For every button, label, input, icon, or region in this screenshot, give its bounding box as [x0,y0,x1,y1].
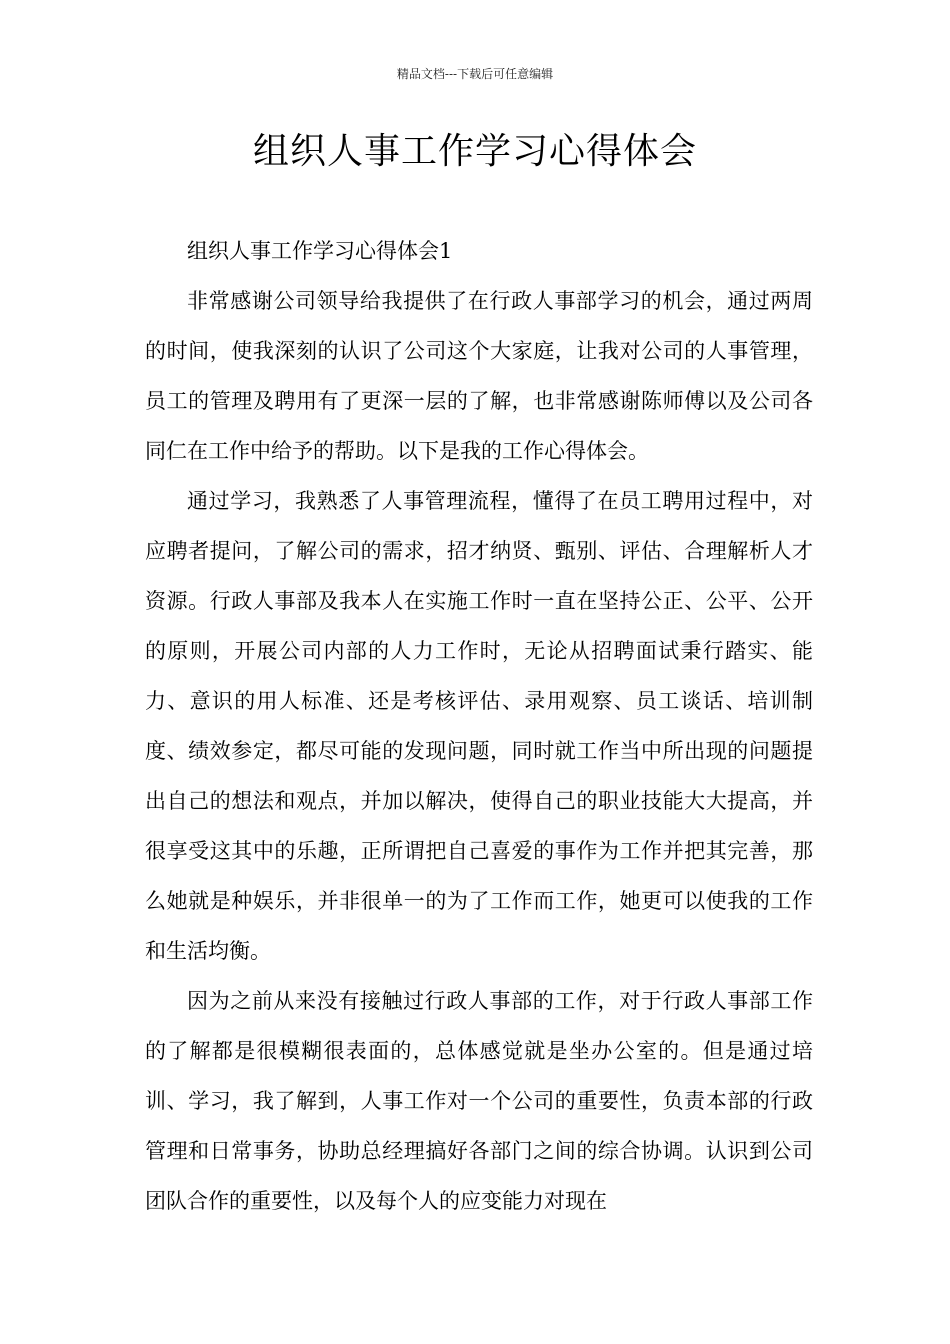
document-title: 组织人事工作学习心得体会 [252,131,697,172]
paragraph: 通过学习，我熟悉了人事管理流程，懂得了在员工聘用过程中，对应聘者提问，了解公司的需求，招才纳贤、甄别、评估、合理解析人才资源。行政人事部及我本人在实施工作时一直在坚持公正、公平、公开的原则，开展公司内部的人力工作时，无论从招聘面试秉行踏实、能力、意识的用人标准、还是考核评估、录用观察、员工谈话、培训制度、绩效参定，都尽可能的发现问题，同时就工作当中所出现的问题提出自己的想法和观点，并加以解决，使得自己的职业技能大大提高，并很享受这其中的乐趣，正所谓把自己喜爱的事作为工作并把其完善，那么她就是种娱乐，并非很单一的为了工作而工作，她更可以使我的工作和生活均衡。 [145,489,813,963]
paragraph: 非常感谢公司领导给我提供了在行政人事部学习的机会，通过两周的时间，使我深刻的认识了公司这个大家庭，让我对公司的人事管理，员工的管理及聘用有了更深一层的了解，也非常感谢陈师傅以及公司各同仁在工作中给予的帮助。以下是我的工作心得体会。 [145,289,813,463]
header-note: 精品文档---下载后可任意编辑 [396,67,554,81]
paragraph: 因为之前从来没有接触过行政人事部的工作，对于行政人事部工作的了解都是很模糊很表面的，总体感觉就是坐办公室的。但是通过培训、学习，我了解到，人事工作对一个公司的重要性，负责本部的行政管理和日常事务，协助总经理搞好各部门之间的综合协调。认识到公司团队合作的重要性，以及每个人的应变能力对现在 [145,989,813,1213]
document-body [145,226,813,1226]
section-heading: 组织人事工作学习心得体会1 [187,239,453,263]
